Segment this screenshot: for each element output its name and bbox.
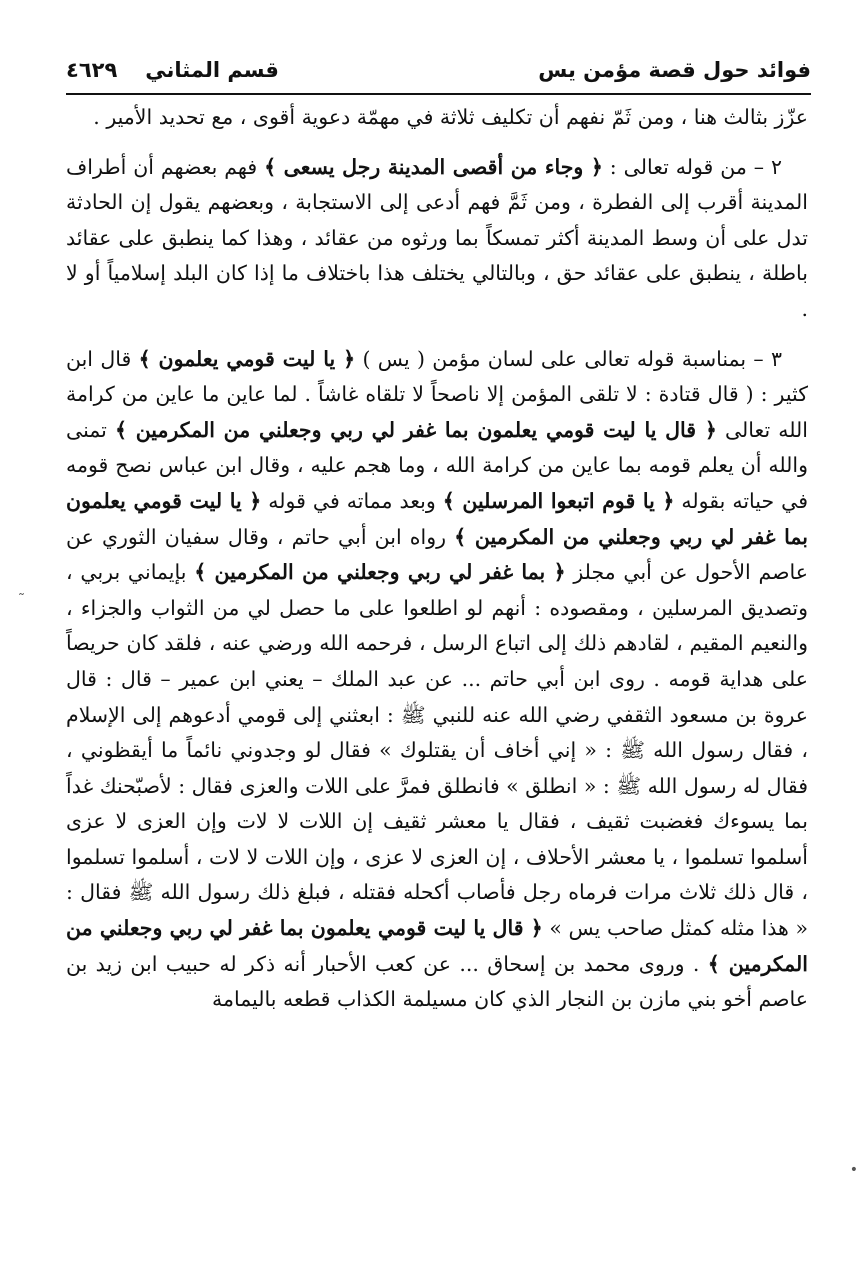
quran-quote: ﴿ بما غفر لي ربي وجعلني من المكرمين ﴾	[194, 560, 566, 585]
header-rule	[66, 93, 811, 95]
quran-quote: ﴿ يا ليت قومي يعلمون ﴾	[138, 346, 356, 371]
section-name: قسم المثاني	[145, 58, 279, 82]
paragraph	[66, 342, 808, 1018]
text-run: ٢ – من قوله تعالى :	[602, 154, 782, 179]
quran-quote: ﴿ وجاء من أقصى المدينة رجل يسعى ﴾	[264, 154, 603, 179]
text-run: رواه ابن أبي حاتم ، وقال سفيان الثوري عن عاصم الأحول عن أبي مجلز	[66, 524, 808, 585]
margin-mark: ˜	[18, 592, 25, 608]
quran-quote: ﴿ قال يا ليت قومي يعلمون بما غفر لي ربي وجعلني من المكرمين ﴾	[114, 417, 717, 442]
paragraph	[66, 150, 808, 328]
text-run: عزّز بثالث هنا ، ومن ثَمّ نفهم أن تكليف ثلاثة في مهمّة دعوية أقوى ، مع تحديد الأمير .	[93, 105, 808, 129]
text-run: تمنى والله أن يعلم قومه بما عاين من كرامة الله ، وما هجم عليه ، وقال ابن عباس نصح قومه في حياته بقوله	[66, 417, 808, 513]
paragraph	[66, 100, 808, 136]
quran-quote: ﴿ يا قوم اتبعوا المرسلين ﴾	[442, 488, 675, 513]
text-run: فهم بعضهم أن أطراف المدينة أقرب إلى الفطرة ، ومن ثَمَّ فهم أدعى إلى الاستجابة ، وبعضهم يقول إن الحادثة تدل على أن وسط المدينة أكثر تمسكاً بما ورثوه من عقائد ، وهذا كما ينطبق على عقائد باطلة ، ينطبق على عقائد حق ، وبالتالي يختلف هذا باختلاف ما إذا كان البلد إسلامياً أو لا .	[66, 154, 808, 321]
quran-quote: ﴿ يا ليت قومي يعلمون بما غفر لي ربي وجعلني من المكرمين ﴾	[66, 488, 808, 549]
page-number: ٤٦٢٩	[66, 58, 118, 82]
text-run: . وروى محمد بن إسحاق ... عن كعب الأحبار أنه ذكر له حبيب ابن زيد بن عاصم أخو بني مازن بن النجار الذي كان مسيلمة الكذاب قطعه باليمامة	[66, 951, 808, 1012]
margin-dot: •	[849, 1162, 858, 1178]
text-run: بإيماني بربي ، وتصديق المرسلين ، ومقصوده : أنهم لو اطلعوا على ما حصل لي من الثواب والجزاء ، والنعيم المقيم ، لقادهم ذلك إلى اتباع الرسل ، فرحمه الله ورضي عنه ، فلقد كان حريصاً على هداية قومه . روى ابن أبي حاتم ... عن عبد الملك – يعني ابن عمير – قال : قال عروة بن مسعود الثقفي رضي الله عنه للنبي ﷺ : ابعثني إلى قومي أدعوهم إلى الإسلام ، فقال رسول الله ﷺ : « إني أخاف أن يقتلوك » فقال لو وجدوني نائماً ما أيقظوني ، فقال له رسول الله ﷺ : « انطلق » فانطلق فمرَّ على اللات والعزى فقال : لأصبّحنك غداً بما يسوءك فغضبت ثقيف ، فقال يا معشر ثقيف إن اللات لا لات وإن العزى لا عزى أسلموا تسلموا ، يا معشر الأحلاف ، إن العزى لا عزى ، وإن اللات لا لات ، أسلموا تسلموا ، قال ذلك ثلاث مرات فرماه رجل فأصاب أكحله فقتله ، فبلغ ذلك رسول الله ﷺ فقال : « هذا مثله كمثل صاحب يس »	[66, 560, 808, 941]
page-header	[66, 52, 811, 88]
quran-quote: ﴿ قال يا ليت قومي يعلمون بما غفر لي ربي وجعلني من المكرمين ﴾	[66, 916, 808, 976]
text-run: وبعد مماته في قوله	[261, 488, 443, 513]
header-meta	[66, 58, 279, 82]
running-title: فوائد حول قصة مؤمن يس	[538, 58, 811, 82]
page-body	[66, 100, 808, 1018]
text-run: ٣ – بمناسبة قوله تعالى على لسان مؤمن ( يس )	[355, 346, 783, 371]
text-run: قال ابن كثير : ( قال قتادة : لا تلقى المؤمن إلا ناصحاً لا تلقاه غاشاً . لما عاين ما عاين من كرامة الله تعالى	[66, 346, 808, 442]
